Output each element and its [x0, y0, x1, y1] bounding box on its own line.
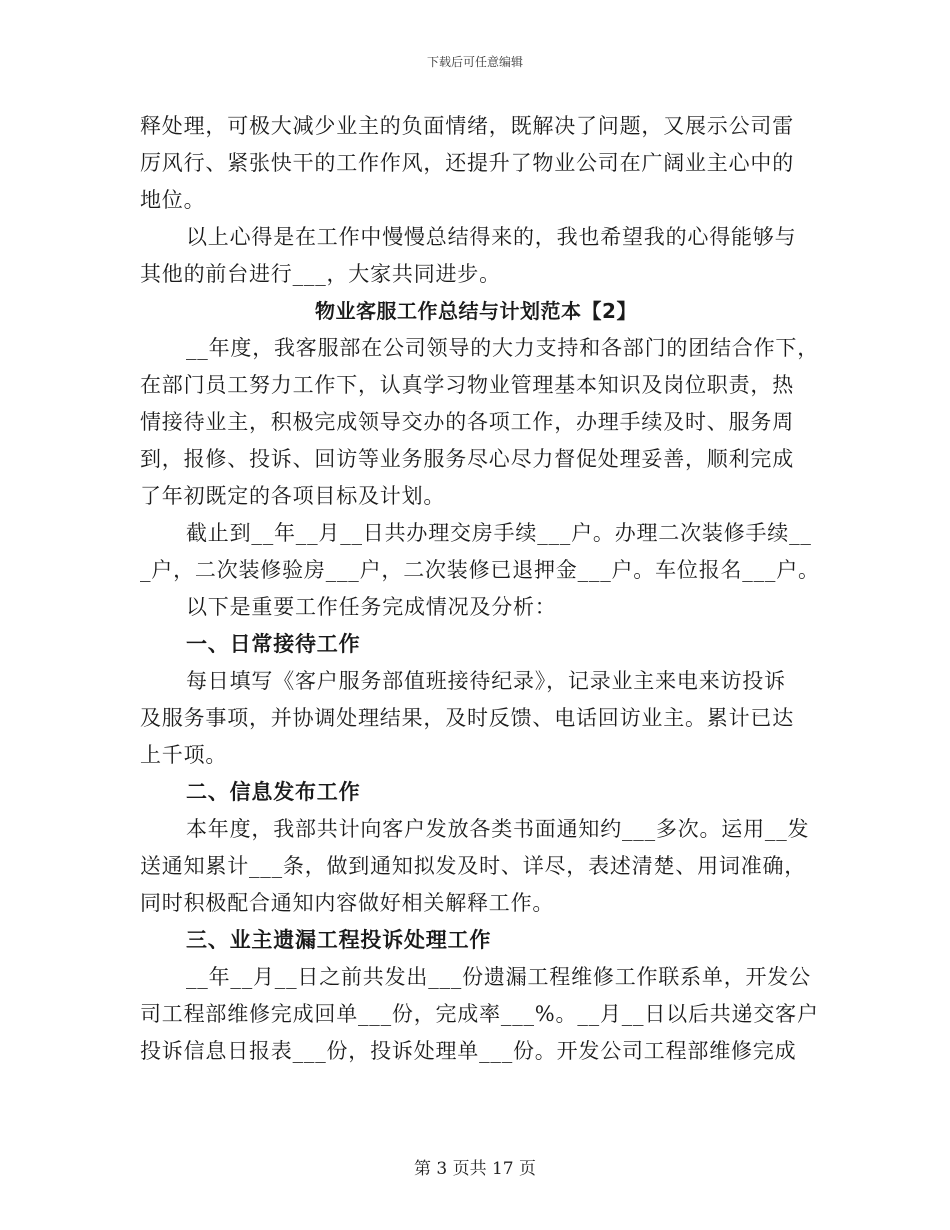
body-line: 同时积极配合通知内容做好相关解释工作。 [140, 891, 555, 915]
page-footer: 第 3 页共 17 页 [413, 1159, 537, 1179]
body-line: 到，报修、投诉、回访等业务服务尽心尽力督促处理妥善，顺利完成 [140, 447, 794, 471]
body-line: 释处理，可极大减少业主的负面情绪，既解决了问题，又展示公司雷 [140, 114, 794, 138]
subheading: 二、信息发布工作 [186, 780, 361, 804]
body-line: 厉风行、紧张快干的工作作风，还提升了物业公司在广阔业主心中的 [140, 151, 794, 175]
body-line: 送通知累计___条，做到通知拟发及时、详尽，表述清楚、用词准确， [140, 854, 807, 878]
subheading: 三、业主遗漏工程投诉处理工作 [186, 928, 492, 952]
section-title: 物业客服工作总结与计划范本【2】 [315, 299, 637, 323]
body-line: 上千项。 [140, 743, 228, 767]
body-line: 司工程部维修完成回单___份，完成率___%。__月__日以后共递交客户 [140, 1002, 819, 1026]
body-line: 本年度，我部共计向客户发放各类书面通知约___多次。运用__发 [186, 817, 810, 841]
body-line: __年__月__日之前共发出___份遗漏工程维修工作联系单，开发公 [186, 965, 811, 989]
body-line: 及服务事项，并协调处理结果，及时反馈、电话回访业主。累计已达 [140, 706, 794, 730]
body-line: 了年初既定的各项目标及计划。 [140, 484, 446, 508]
page-header: 下载后可任意编辑 [426, 55, 523, 69]
subheading: 一、日常接待工作 [186, 632, 361, 656]
body-line: 每日填写《客户服务部值班接待纪录》，记录业主来电来访投诉 [186, 669, 786, 693]
body-line: 在部门员工努力工作下，认真学习物业管理基本知识及岗位职责，热 [140, 373, 794, 397]
body-line: _户，二次装修验房___户，二次装修已退押金___户。车位报名___户。 [140, 558, 820, 582]
body-line: 投诉信息日报表___份，投诉处理单___份。开发公司工程部维修完成 [140, 1039, 797, 1063]
body-line: 截止到__年__月__日共办理交房手续___户。办理二次装修手续__ [186, 521, 812, 545]
body-line: __年度，我客服部在公司领导的大力支持和各部门的团结合作下， [186, 336, 819, 360]
body-line: 地位。 [140, 188, 206, 212]
body-line: 其他的前台进行___，大家共同进步。 [140, 262, 501, 286]
document-body [140, 108, 820, 1070]
body-line: 以上心得是在工作中慢慢总结得来的，我也希望我的心得能够与 [186, 225, 797, 249]
body-line: 情接待业主，积极完成领导交办的各项工作，办理手续及时、服务周 [140, 410, 794, 434]
body-line: 以下是重要工作任务完成情况及分析： [186, 595, 557, 619]
